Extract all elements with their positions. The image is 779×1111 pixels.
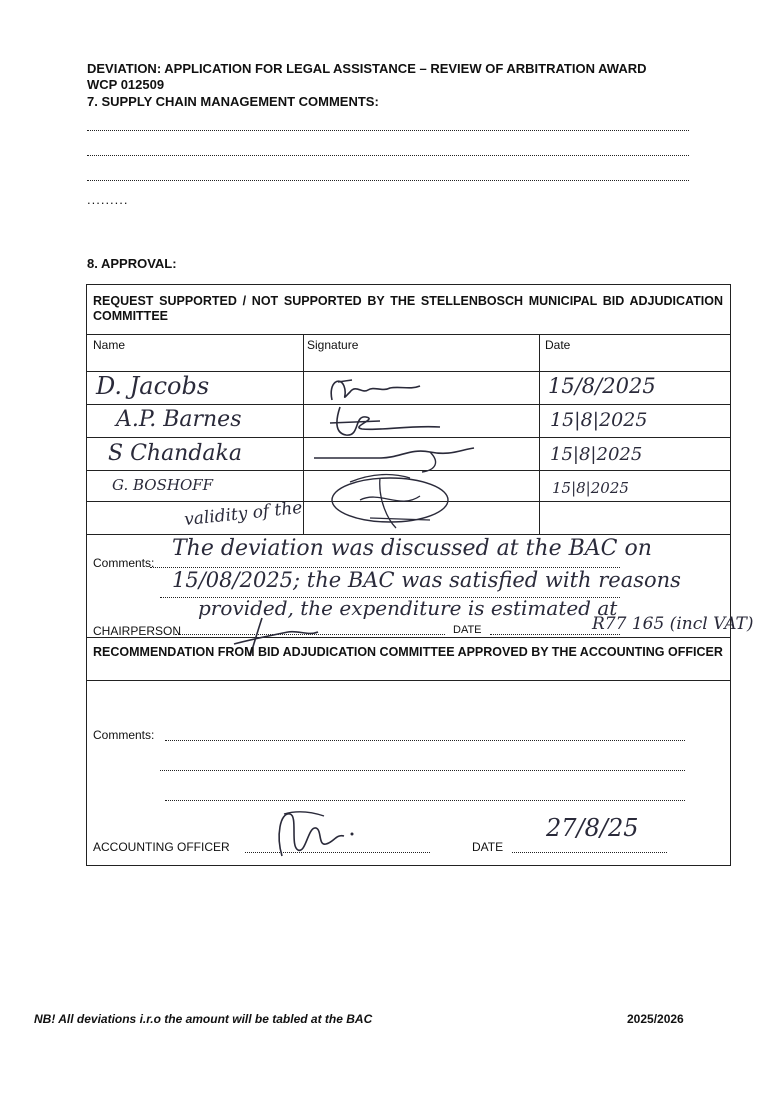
scm-comment-trailing-dots: ......... [87, 192, 129, 207]
scm-comment-line-1 [87, 130, 689, 131]
member-signature-4 [300, 470, 480, 530]
member-signature-2 [310, 405, 450, 439]
accounting-officer-label: ACCOUNTING OFFICER [93, 840, 230, 854]
grid-line [87, 680, 730, 681]
member-date-2: 15|8|2025 [550, 409, 648, 431]
section-8-heading: 8. APPROVAL: [87, 256, 177, 271]
margin-note: validity of the [183, 497, 304, 531]
recommendation-title: RECOMMENDATION FROM BID ADJUDICATION COMMITTEE APPROVED BY THE ACCOUNTING OFFICER [93, 645, 723, 659]
recommendation-comment-line-1 [165, 740, 685, 741]
chairperson-date-label: DATE [453, 624, 482, 636]
column-header-date: Date [545, 338, 571, 352]
bac-comment-line-2: 15/08/2025; the BAC was satisfied with reasons [172, 568, 681, 592]
deviation-title: DEVIATION: APPLICATION FOR LEGAL ASSISTANCE – REVIEW OF ARBITRATION AWARD [87, 61, 647, 76]
grid-line [539, 334, 540, 534]
recommendation-comment-line-2 [160, 770, 685, 771]
bac-comment-line-1: The deviation was discussed at the BAC on [172, 536, 652, 561]
member-date-4: 15|8|2025 [552, 479, 629, 497]
comments-label: Comments: [93, 556, 155, 570]
accounting-officer-date-label: DATE [472, 840, 504, 854]
member-name-1: D. Jacobs [96, 372, 210, 400]
reference-number: WCP 012509 [87, 77, 165, 92]
grid-line [87, 534, 730, 535]
chairperson-label: CHAIRPERSON [93, 624, 182, 638]
financial-year: 2025/2026 [627, 1012, 684, 1026]
member-date-3: 15|8|2025 [550, 444, 643, 465]
accounting-officer-date: 27/8/25 [546, 814, 639, 842]
member-signature-1 [310, 372, 430, 406]
column-header-signature: Signature [307, 338, 359, 352]
approval-table-title: REQUEST SUPPORTED / NOT SUPPORTED BY THE STELLENBOSCH MUNICIPAL BID ADJUDICATION COMMITTEE [93, 294, 723, 323]
accounting-officer-signature [268, 806, 368, 866]
chairperson-date-line [490, 634, 620, 635]
scm-comment-line-2 [87, 155, 689, 156]
footer-note: NB! All deviations i.r.o the amount will be tabled at the BAC [34, 1012, 373, 1026]
section-7-heading: 7. SUPPLY CHAIN MANAGEMENT COMMENTS: [87, 94, 379, 109]
member-name-3: S Chandaka [108, 441, 242, 466]
grid-line [87, 334, 730, 335]
member-date-1: 15/8/2025 [548, 374, 656, 398]
recommendation-comment-line-3 [165, 800, 685, 801]
member-signature-3 [310, 438, 480, 474]
member-name-2: A.P. Barnes [116, 407, 242, 432]
member-name-4: G. BOSHOFF [112, 476, 214, 494]
recommendation-comments-label: Comments: [93, 728, 155, 742]
accounting-officer-date-line [512, 852, 667, 853]
scm-comment-line-3 [87, 180, 689, 181]
column-header-name: Name [93, 338, 126, 352]
bac-comment-line-4: R77 165 (incl VAT) [592, 614, 754, 634]
bac-comment-line-3: provided, the expenditure is estimated at [198, 596, 618, 620]
